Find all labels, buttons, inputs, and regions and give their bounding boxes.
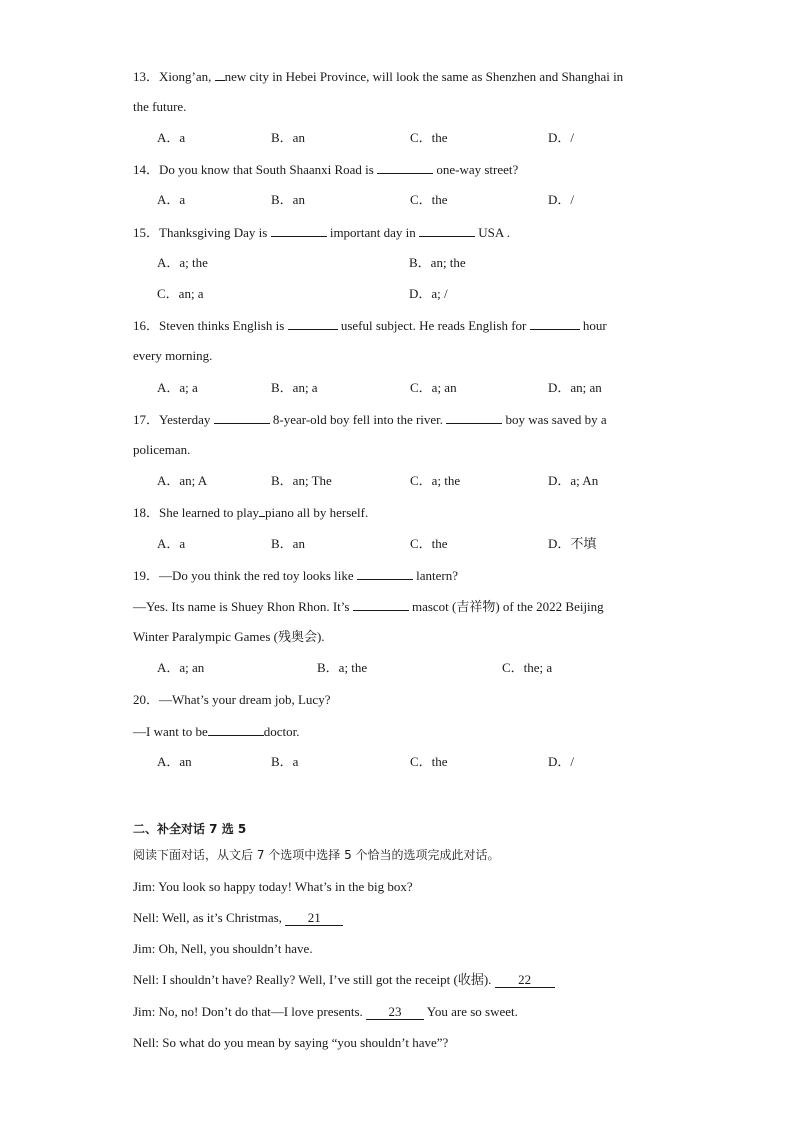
option-b[interactable]: B．an; a xyxy=(271,380,318,395)
option-d[interactable]: D．/ xyxy=(548,754,575,769)
option-a[interactable]: A．an; A xyxy=(157,473,208,488)
option-a[interactable]: A．a xyxy=(157,536,186,551)
dialogue-line: Nell: Well, as it’s Christmas, 21 xyxy=(133,910,343,926)
question-13-stem: 13．Xiong’an, new city in Hebei Province, will look the same as Shenzhen and Shanghai in xyxy=(133,69,624,84)
option-c[interactable]: C．the xyxy=(410,536,448,551)
question-20-stem: 20．—What’s your dream job, Lucy? xyxy=(133,692,331,707)
dialogue-line: Nell: I shouldn’t have? Really? Well, I’ve still got the receipt (收据). 22 xyxy=(133,972,555,988)
option-b[interactable]: B．a xyxy=(271,754,299,769)
question-19-line2: —Yes. Its name is Shuey Rhon Rhon. It’s mascot (吉祥物) of the 2022 Beijing xyxy=(133,599,604,614)
answer-blank-21[interactable]: 21 xyxy=(285,911,343,926)
option-c[interactable]: C．an; a xyxy=(157,286,204,301)
option-d[interactable]: D．a; / xyxy=(409,286,448,301)
answer-blank[interactable] xyxy=(215,68,225,81)
option-c[interactable]: C．the; a xyxy=(502,660,553,675)
option-d[interactable]: D．/ xyxy=(548,192,575,207)
question-13-stem-cont: the future. xyxy=(133,99,187,114)
question-19-stem: 19．—Do you think the red toy looks like lantern? xyxy=(133,568,458,583)
option-d[interactable]: D．a; An xyxy=(548,473,599,488)
question-18-stem: 18．She learned to play piano all by herself. xyxy=(133,505,369,520)
dialogue-line: Jim: No, no! Don’t do that—I love presents. 23 You are so sweet. xyxy=(133,1004,518,1019)
option-b[interactable]: B．an; the xyxy=(409,255,466,270)
option-a[interactable]: A．a; a xyxy=(157,380,198,395)
answer-blank[interactable] xyxy=(214,411,270,424)
option-b[interactable]: B．an xyxy=(271,192,305,207)
question-14-stem: 14．Do you know that South Shaanxi Road is one-way street? xyxy=(133,162,519,177)
option-d[interactable]: D．不填 xyxy=(548,536,597,551)
question-20-line2: —I want to be doctor. xyxy=(133,724,300,739)
dialogue-line: Nell: So what do you mean by saying “you shouldn’t have”? xyxy=(133,1035,449,1050)
option-a[interactable]: A．a xyxy=(157,192,186,207)
option-d[interactable]: D．an; an xyxy=(548,380,602,395)
option-c[interactable]: C．the xyxy=(410,192,448,207)
answer-blank[interactable] xyxy=(446,411,502,424)
answer-blank[interactable] xyxy=(288,317,338,330)
option-a[interactable]: A．a; an xyxy=(157,660,205,675)
option-c[interactable]: C．a; the xyxy=(410,473,461,488)
dialogue-line: Jim: Oh, Nell, you shouldn’t have. xyxy=(133,941,313,956)
option-c[interactable]: C．a; an xyxy=(410,380,457,395)
question-16-stem: 16．Steven thinks English is useful subject. He reads English for hour xyxy=(133,318,607,333)
option-d[interactable]: D．/ xyxy=(548,130,575,145)
answer-blank-23[interactable]: 23 xyxy=(366,1005,424,1020)
answer-blank[interactable] xyxy=(271,224,327,237)
option-c[interactable]: C．the xyxy=(410,130,448,145)
answer-blank[interactable] xyxy=(208,723,264,736)
answer-blank[interactable] xyxy=(377,161,433,174)
answer-blank[interactable] xyxy=(530,317,580,330)
option-a[interactable]: A．an xyxy=(157,754,192,769)
question-16-stem-cont: every morning. xyxy=(133,348,213,363)
option-c[interactable]: C．the xyxy=(410,754,448,769)
answer-blank-22[interactable]: 22 xyxy=(495,973,555,988)
answer-blank[interactable] xyxy=(419,224,475,237)
question-17-stem: 17．Yesterday 8-year-old boy fell into the river. boy was saved by a xyxy=(133,412,607,427)
question-19-line3: Winter Paralympic Games (残奥会). xyxy=(133,629,325,644)
section-instruction: 阅读下面对话，从文后 7 个选项中选择 5 个恰当的选项完成此对话。 xyxy=(133,848,500,862)
answer-blank[interactable] xyxy=(353,598,409,611)
option-b[interactable]: B．an; The xyxy=(271,473,332,488)
section-title: 二、补全对话 7 选 5 xyxy=(133,822,247,836)
dialogue-line: Jim: You look so happy today! What’s in the big box? xyxy=(133,879,413,894)
option-a[interactable]: A．a xyxy=(157,130,186,145)
option-b[interactable]: B．an xyxy=(271,130,305,145)
question-15-stem: 15．Thanksgiving Day is important day in USA . xyxy=(133,225,511,240)
option-b[interactable]: B．a; the xyxy=(317,660,368,675)
option-a[interactable]: A．a; the xyxy=(157,255,208,270)
question-17-stem-cont: policeman. xyxy=(133,442,191,457)
option-b[interactable]: B．an xyxy=(271,536,305,551)
answer-blank[interactable] xyxy=(357,567,413,580)
